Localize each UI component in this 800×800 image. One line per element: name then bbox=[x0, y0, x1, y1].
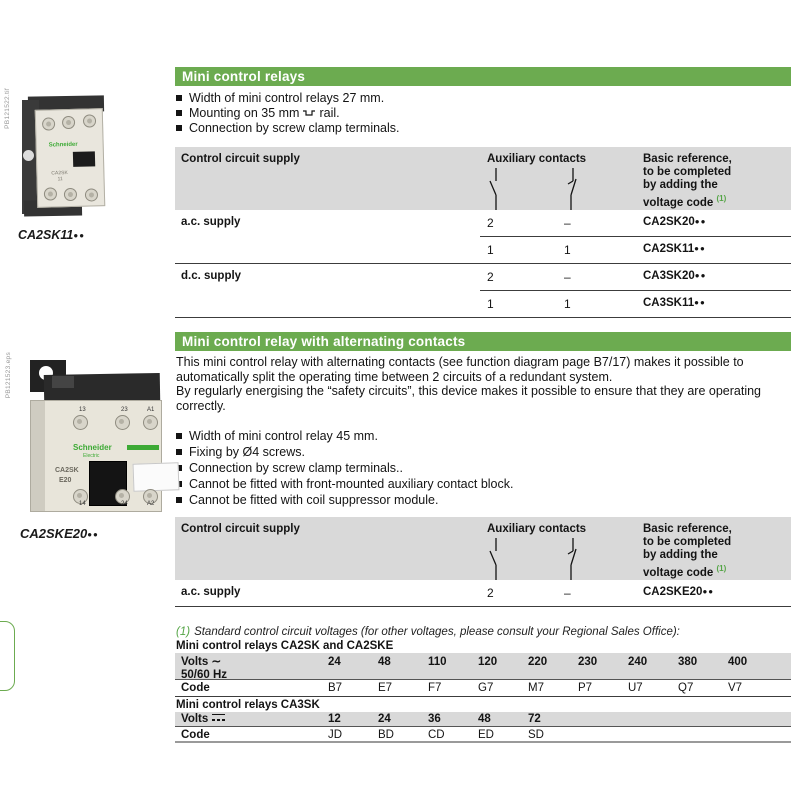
cell-reference: CA3SK11●● bbox=[643, 297, 706, 309]
footnote-text: Standard control circuit voltages (for other voltages, please consult your Regional Sales Office): bbox=[194, 626, 680, 638]
ref-line: by adding the bbox=[643, 549, 718, 561]
code-value: M7 bbox=[528, 682, 544, 694]
brand-label: Schneider bbox=[73, 443, 112, 452]
section2-bullet-list bbox=[176, 428, 513, 508]
din-rail-icon bbox=[302, 106, 316, 121]
cell-supply: a.c. supply bbox=[181, 216, 241, 228]
terminal-screw-icon bbox=[85, 188, 98, 201]
model-label: CA2SK bbox=[51, 170, 68, 177]
table-row bbox=[175, 237, 791, 264]
photo-body bbox=[35, 108, 106, 208]
code-value: G7 bbox=[478, 682, 494, 694]
cell-no-count: 1 bbox=[487, 297, 494, 311]
bullet-item bbox=[176, 460, 513, 476]
bullet-item bbox=[176, 428, 513, 444]
nc-contact-icon bbox=[564, 168, 580, 213]
no-contact-icon bbox=[488, 168, 504, 213]
terminal-label: 24 bbox=[121, 501, 128, 507]
brand-green-bar bbox=[127, 445, 159, 450]
bullet-square-icon bbox=[176, 110, 182, 116]
voltage-code-dots: ●● bbox=[694, 271, 707, 280]
ref-line: voltage code bbox=[643, 196, 714, 209]
voltage-table2-title: Mini control relays CA3SK bbox=[176, 699, 320, 711]
volts-label: Volts bbox=[175, 712, 328, 726]
cell-nc-count: – bbox=[564, 270, 571, 284]
selection-table-1 bbox=[175, 147, 791, 318]
bullet-text: Connection by screw clamp terminals. bbox=[189, 121, 400, 135]
product-photo-ca2sk11 bbox=[22, 94, 108, 222]
column-header-aux: Auxiliary contacts bbox=[487, 523, 587, 535]
voltage-table1-title: Mini control relays CA2SK and CA2SKE bbox=[176, 640, 394, 652]
terminal-screw-icon bbox=[44, 187, 57, 200]
ref-line: to be completed bbox=[643, 166, 732, 178]
cell-reference: CA3SK20●● bbox=[643, 270, 707, 282]
no-contact-icon bbox=[488, 538, 504, 583]
footnote-ref: (1) bbox=[176, 626, 191, 638]
terminal-screw-icon bbox=[42, 117, 55, 130]
bullet-text: Width of mini control relay 45 mm. bbox=[189, 429, 378, 443]
terminal-label: 14 bbox=[79, 501, 86, 507]
volts-row bbox=[175, 712, 791, 726]
terminal-label: 13 bbox=[79, 407, 86, 413]
bullet-item bbox=[176, 106, 400, 121]
ref-line: Basic reference, bbox=[643, 153, 732, 165]
code-value: V7 bbox=[728, 682, 743, 694]
bullet-square-icon bbox=[176, 95, 182, 101]
bullet-text-pre: Mounting on 35 mm bbox=[189, 106, 300, 120]
page-edge-tab bbox=[0, 621, 15, 691]
section2-header bbox=[175, 332, 791, 351]
volt-value: 48 bbox=[378, 656, 391, 668]
section1-bullet-list bbox=[176, 91, 400, 136]
bullet-item bbox=[176, 492, 513, 508]
cell-no-count: 2 bbox=[487, 270, 494, 284]
voltage-code-dots: ●● bbox=[694, 298, 706, 307]
photo1-file-label: PB121522.tif bbox=[4, 88, 11, 129]
column-header-reference bbox=[643, 523, 732, 580]
cell-reference: CA2SK11●● bbox=[643, 243, 706, 255]
code-value: E7 bbox=[378, 682, 393, 694]
volt-value: 48 bbox=[478, 713, 491, 725]
terminal-screw-icon bbox=[64, 188, 77, 201]
model-label: CA2SK bbox=[55, 467, 79, 474]
volt-value: 24 bbox=[378, 713, 391, 725]
terminal-label: 23 bbox=[121, 407, 128, 413]
table-row bbox=[175, 210, 791, 237]
ref-line: by adding the bbox=[643, 179, 718, 191]
bullet-square-icon bbox=[176, 125, 182, 131]
ac-symbol: ∼ bbox=[211, 656, 222, 668]
dc-symbol-icon bbox=[212, 714, 225, 722]
section2-paragraph bbox=[176, 355, 782, 413]
cell-nc-count: – bbox=[564, 586, 571, 600]
column-header-aux: Auxiliary contacts bbox=[487, 153, 587, 165]
bullet-square-icon bbox=[176, 433, 182, 439]
photo-body-edge bbox=[31, 401, 45, 511]
section1-title: Mini control relays bbox=[182, 69, 306, 84]
cell-nc-count: 1 bbox=[564, 243, 571, 257]
table-row bbox=[175, 264, 791, 291]
voltage-table2 bbox=[175, 712, 791, 743]
volt-value: 36 bbox=[428, 713, 441, 725]
footnote-ref-marker: (1) bbox=[716, 194, 727, 203]
code-value: B7 bbox=[328, 682, 343, 694]
cell-reference: CA2SKE20●● bbox=[643, 586, 715, 598]
block-divider bbox=[175, 317, 791, 318]
bullet-item bbox=[176, 476, 513, 492]
model-label: 11 bbox=[57, 176, 63, 183]
volt-value: 380 bbox=[678, 656, 698, 668]
bullet-item bbox=[176, 444, 513, 460]
column-header-supply: Control circuit supply bbox=[181, 153, 300, 165]
volt-value: 400 bbox=[728, 656, 748, 668]
paragraph-text: This mini control relay with alternating contacts (see function diagram page B7/17) makes it possible to automatically split the operating time between 2 circuits of a redundant system. bbox=[176, 355, 744, 384]
footnote bbox=[176, 626, 680, 638]
volt-value: 120 bbox=[478, 656, 498, 668]
bullet-text: Cannot be fitted with coil suppressor module. bbox=[189, 493, 439, 507]
code-row bbox=[175, 679, 791, 697]
brand-sublabel: Electric bbox=[83, 453, 100, 459]
volts-row bbox=[175, 653, 791, 679]
cell-no-count: 1 bbox=[487, 243, 494, 257]
photo-white-label bbox=[133, 462, 180, 492]
voltage-code-dots: ●● bbox=[694, 244, 706, 253]
code-value: P7 bbox=[578, 682, 593, 694]
code-value: SD bbox=[528, 729, 544, 741]
terminal-screw-icon bbox=[143, 415, 158, 430]
ref-line: Basic reference, bbox=[643, 523, 732, 535]
block-divider bbox=[175, 606, 791, 607]
volt-value: 12 bbox=[328, 713, 341, 725]
terminal-screw-icon bbox=[115, 415, 130, 430]
table-header bbox=[175, 517, 791, 580]
selection-table-2 bbox=[175, 517, 791, 607]
code-value: Q7 bbox=[678, 682, 694, 694]
table-header bbox=[175, 147, 791, 210]
bullet-text-post: rail. bbox=[319, 106, 340, 120]
volt-value: 72 bbox=[528, 713, 541, 725]
terminal-screw-icon bbox=[73, 415, 88, 430]
bullet-text: Cannot be fitted with front-mounted auxiliary contact block. bbox=[189, 477, 514, 491]
bullet-text: Fixing by Ø4 screws. bbox=[189, 445, 306, 459]
cell-reference: CA2SK20●● bbox=[643, 216, 707, 228]
cell-no-count: 2 bbox=[487, 586, 494, 600]
volt-value: 24 bbox=[328, 656, 341, 668]
column-header-reference bbox=[643, 153, 732, 210]
volts-label: Volts ∼ 50/60 Hz bbox=[181, 656, 228, 681]
code-value: CD bbox=[428, 729, 445, 741]
photo2-file-label: PB121523.eps bbox=[5, 352, 12, 399]
voltage-code-dots: ●● bbox=[694, 217, 707, 226]
bullet-text bbox=[189, 106, 340, 121]
photo-rail-lock bbox=[23, 150, 34, 161]
volt-value: 110 bbox=[428, 656, 447, 668]
bullet-text: Width of mini control relays 27 mm. bbox=[189, 91, 385, 105]
product-photo-ca2ske20 bbox=[22, 356, 164, 520]
brand-label: Schneider bbox=[48, 141, 78, 149]
photo-black-module bbox=[73, 151, 95, 167]
code-value: BD bbox=[378, 729, 394, 741]
photo-body bbox=[30, 400, 162, 512]
cell-nc-count: 1 bbox=[564, 297, 571, 311]
cell-no-count: 2 bbox=[487, 216, 494, 230]
bullet-square-icon bbox=[176, 449, 182, 455]
footnote-ref-marker: (1) bbox=[716, 564, 727, 573]
code-value: F7 bbox=[428, 682, 442, 694]
bullet-item bbox=[176, 121, 400, 136]
section1-header bbox=[175, 67, 791, 86]
bullet-item bbox=[176, 91, 400, 106]
volts-sublabel: 50/60 Hz bbox=[181, 668, 228, 681]
code-row bbox=[175, 726, 791, 743]
section2-title: Mini control relay with alternating contacts bbox=[182, 334, 466, 349]
column-header-supply: Control circuit supply bbox=[181, 523, 300, 535]
voltage-table1 bbox=[175, 653, 791, 697]
terminal-screw-icon bbox=[83, 114, 96, 127]
paragraph-text: By regularly energising the “safety circuits”, this device makes it possible to ensure that they are operating correctly. bbox=[176, 384, 762, 413]
terminal-screw-icon bbox=[62, 116, 75, 129]
cell-nc-count: – bbox=[564, 216, 571, 230]
code-value: U7 bbox=[628, 682, 643, 694]
voltage-code-dots: ●● bbox=[73, 231, 86, 240]
photo1-caption: CA2SK11●● bbox=[18, 228, 86, 242]
volt-value: 220 bbox=[528, 656, 548, 668]
code-value: ED bbox=[478, 729, 494, 741]
terminal-label: A1 bbox=[147, 407, 155, 413]
cell-supply: d.c. supply bbox=[181, 270, 242, 282]
table-row bbox=[175, 580, 791, 607]
volt-value: 240 bbox=[628, 656, 648, 668]
photo2-caption: CA2SKE20●● bbox=[20, 526, 99, 541]
bullet-square-icon bbox=[176, 497, 182, 503]
table-row bbox=[175, 291, 791, 318]
volt-value: 230 bbox=[578, 656, 598, 668]
voltage-code-dots: ●● bbox=[87, 530, 99, 539]
ref-line: to be completed bbox=[643, 536, 732, 548]
ref-line: voltage code bbox=[643, 566, 714, 579]
nc-contact-icon bbox=[564, 538, 580, 583]
photo-top-label bbox=[52, 376, 74, 388]
code-label: Code bbox=[181, 682, 210, 694]
model-label: E20 bbox=[59, 477, 72, 484]
terminal-label: A2 bbox=[147, 501, 155, 507]
cell-supply: a.c. supply bbox=[181, 586, 241, 598]
code-label: Code bbox=[181, 729, 210, 741]
bullet-text: Connection by screw clamp terminals.. bbox=[189, 461, 403, 475]
code-value: JD bbox=[328, 729, 343, 741]
voltage-code-dots: ●● bbox=[702, 587, 715, 596]
